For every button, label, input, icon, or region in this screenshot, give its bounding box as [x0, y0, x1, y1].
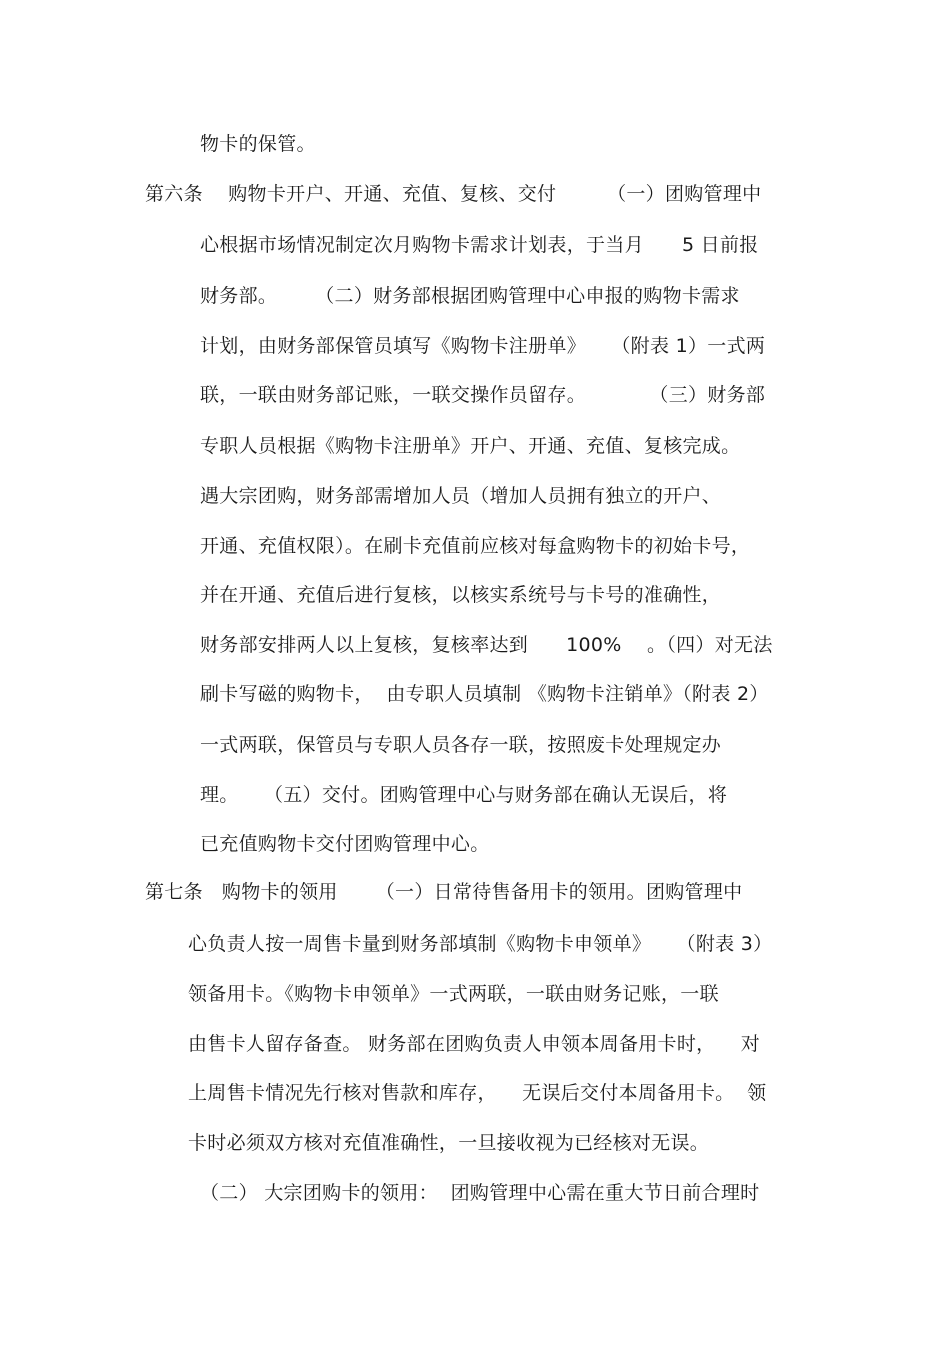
text-line: 联，一联由财务部记账，一联交操作员留存。 （三）财务部: [200, 384, 766, 406]
text-line: （二） 大宗团购卡的领用： 团购管理中心需在重大节日前合理时: [200, 1182, 760, 1204]
text-line: 领备用卡。《购物卡申领单》一式两联，一联由财务记账，一联: [188, 983, 719, 1005]
text-line: 计划，由财务部保管员填写《购物卡注册单》 （附表 1）一式两: [200, 335, 766, 357]
text-line: 遇大宗团购，财务部需增加人员（增加人员拥有独立的开户、: [200, 485, 722, 507]
article-six-heading-line: 第六条 购物卡开户、开通、充值、复核、交付 （一）团购管理中: [145, 183, 762, 205]
text-line: 上周售卡情况先行核对售款和库存， 无误后交付本周备用卡。 领: [188, 1082, 767, 1104]
text-line: 物卡的保管。: [200, 133, 316, 155]
text-line: 心根据市场情况制定次月购物卡需求计划表，于当月 5 日前报: [200, 234, 759, 256]
text-line: 由售卡人留存备查。 财务部在团购负责人申领本周备用卡时， 对: [188, 1033, 761, 1055]
text-line: 理。 （五）交付。团购管理中心与财务部在确认无误后，将: [200, 784, 728, 806]
text-line: 财务部安排两人以上复核，复核率达到 100% 。（四）对无法: [200, 634, 773, 656]
text-line: 卡时必须双方核对充值准确性，一旦接收视为已经核对无误。: [188, 1132, 710, 1154]
text-line: 一式两联，保管员与专职人员各存一联，按照废卡处理规定办: [200, 734, 722, 756]
text-line: 财务部。 （二）财务部根据团购管理中心申报的购物卡需求: [200, 285, 740, 307]
text-line: 心负责人按一周售卡量到财务部填制《购物卡申领单》 （附表 3）: [188, 933, 773, 955]
text-line: 刷卡写磁的购物卡， 由专职人员填制 《购物卡注销单》（附表 2）: [200, 683, 769, 705]
text-line: 并在开通、充值后进行复核，以核实系统号与卡号的准确性，: [200, 584, 722, 606]
article-seven-heading-line: 第七条 购物卡的领用 （一）日常待售备用卡的领用。团购管理中: [145, 881, 743, 903]
text-line: 开通、充值权限）。在刷卡充值前应核对每盒购物卡的初始卡号，: [200, 535, 751, 557]
text-line: 已充值购物卡交付团购管理中心。: [200, 833, 490, 855]
text-line: 专职人员根据《购物卡注册单》开户、开通、充值、复核完成。: [200, 435, 741, 457]
